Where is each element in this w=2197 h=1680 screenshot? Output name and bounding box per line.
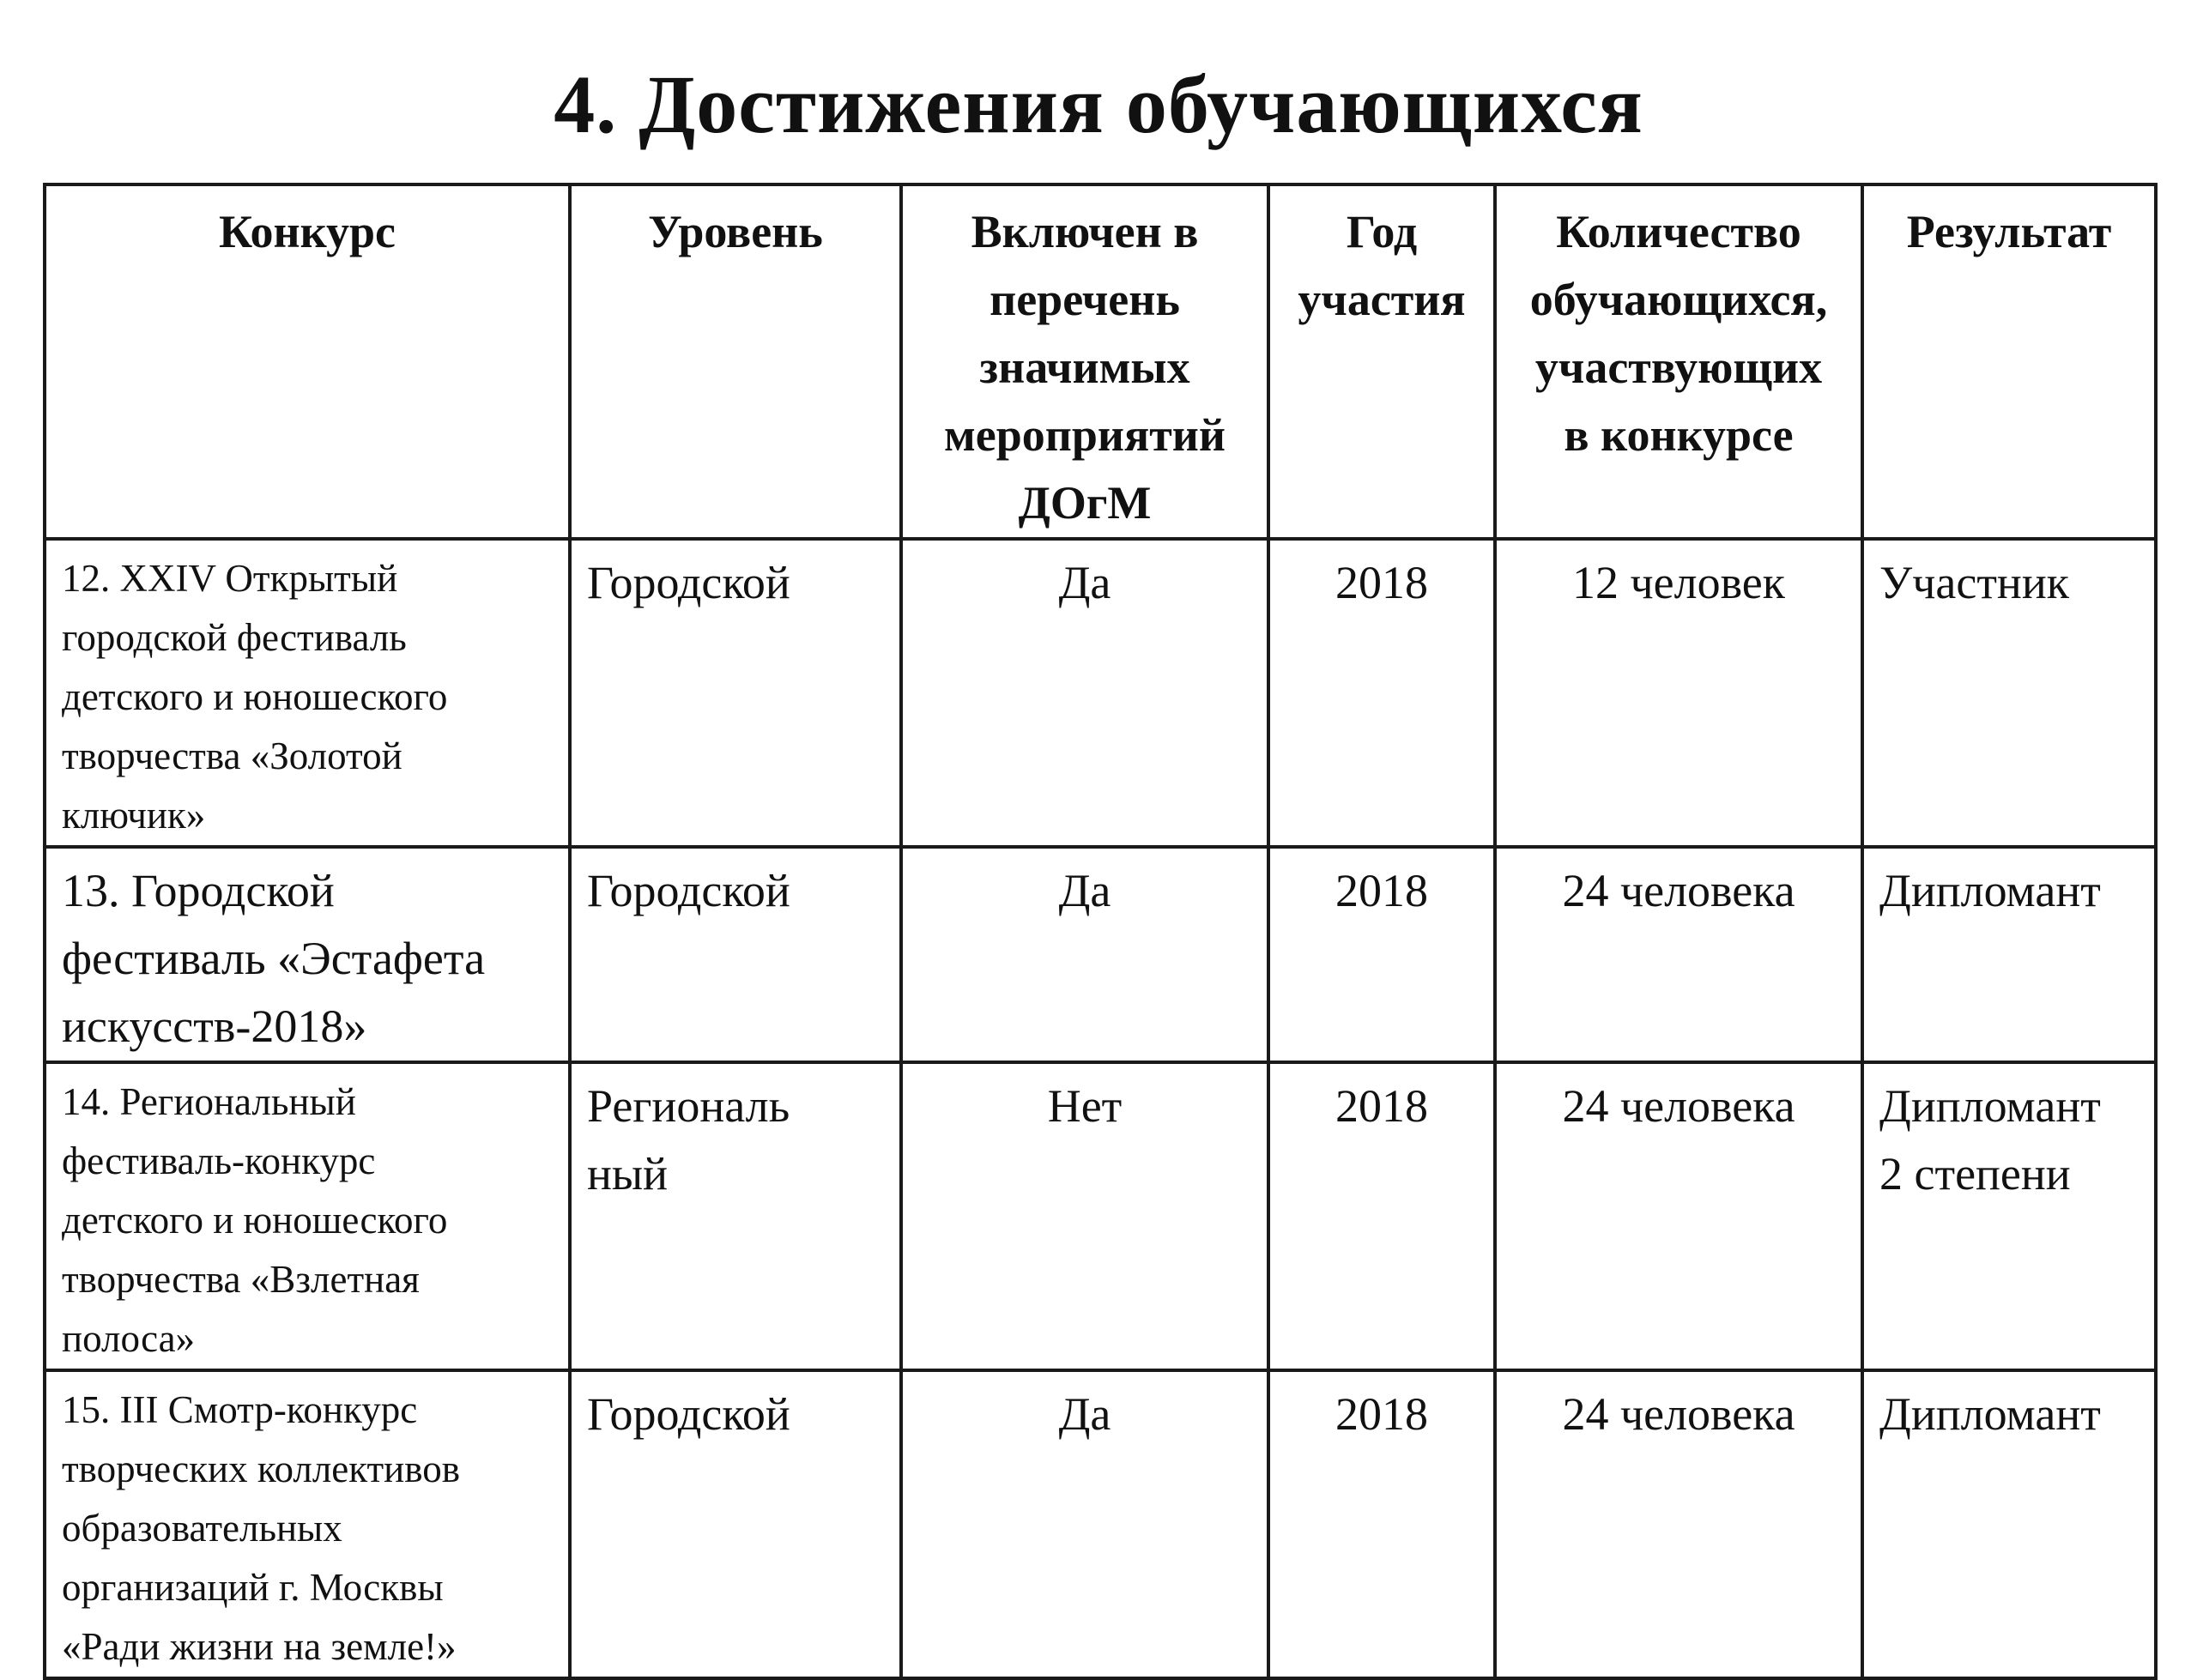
table-header-row [45,184,2156,539]
header-included: Включен в перечень значимых мероприятий ДОгМ [901,184,1268,539]
table-row [45,1370,2156,1678]
header-count: Количество обучающихся, участвующих в конкурсе [1495,184,1862,539]
achievements-table [43,183,2158,1680]
cell-included: Да [901,539,1268,847]
cell-count: 24 человека [1495,847,1862,1062]
table-row [45,1062,2156,1370]
cell-result: Участник [1862,539,2156,847]
cell-contest: 13. Городской фестиваль «Эстафета искусств-2018» [45,847,570,1062]
cell-level: Региональ ный [570,1062,901,1370]
cell-contest: 14. Региональный фестиваль-конкурс детского и юношеского творчества «Взлетная полоса» [45,1062,570,1370]
cell-level: Городской [570,1370,901,1678]
cell-contest: 12. XXIV Открытый городской фестиваль детского и юношеского творчества «Золотой ключик» [45,539,570,847]
cell-included: Да [901,847,1268,1062]
header-year: Год участия [1268,184,1495,539]
cell-contest: 15. III Смотр-конкурс творческих коллективов образовательных организаций г. Москвы «Ради жизни на земле!» [45,1370,570,1678]
header-level: Уровень [570,184,901,539]
table-row [45,847,2156,1062]
cell-included: Нет [901,1062,1268,1370]
header-contest: Конкурс [45,184,570,539]
cell-year: 2018 [1268,1370,1495,1678]
cell-count: 12 человек [1495,539,1862,847]
page-title: 4. Достижения обучающихся [554,58,1643,150]
cell-level: Городской [570,539,901,847]
cell-count: 24 человека [1495,1370,1862,1678]
cell-count: 24 человека [1495,1062,1862,1370]
cell-included: Да [901,1370,1268,1678]
cell-year: 2018 [1268,847,1495,1062]
cell-year: 2018 [1268,539,1495,847]
cell-year: 2018 [1268,1062,1495,1370]
cell-level: Городской [570,847,901,1062]
header-result: Результат [1862,184,2156,539]
cell-result: Дипломант [1862,847,2156,1062]
table-row [45,539,2156,847]
cell-result: Дипломант [1862,1370,2156,1678]
cell-result: Дипломант 2 степени [1862,1062,2156,1370]
